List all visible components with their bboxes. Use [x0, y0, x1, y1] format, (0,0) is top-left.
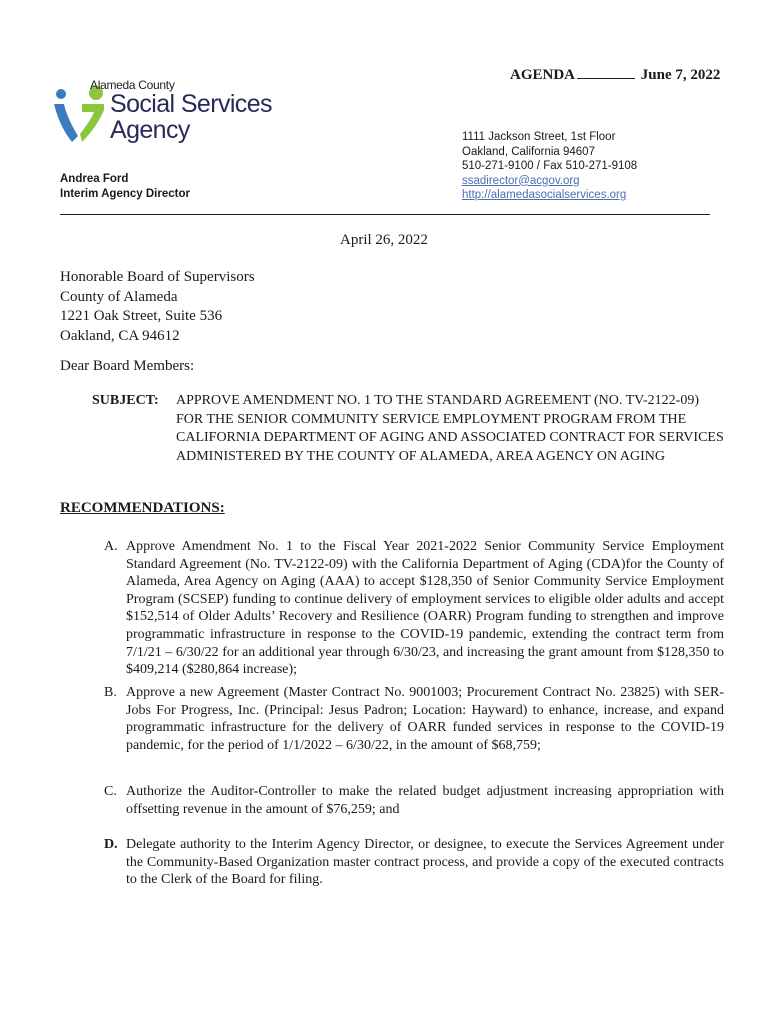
subject-text: APPROVE AMENDMENT NO. 1 TO THE STANDARD AGREEMENT (NO. TV-2122-09) FOR THE SENIOR COMMUNITY SERVICE EMPLOYMENT PROGRAM FROM THE CALIFORNIA DEPARTMENT OF AGING AND ASSOCIATED CONTRACT FOR SERVICES ADMINISTERED BY THE COUNTY OF ALAMEDA, AREA AGENCY ON AGING: [176, 393, 724, 464]
recommendation-text: Approve Amendment No. 1 to the Fiscal Year 2021-2022 Senior Community Service Employment Standard Agreement (No. TV-2122-09) with the California Department of Aging (CDA)for the County of Alameda, Area Agency on Aging (AAA) to accept $128,350 of Senior Community Service Employment Program (SCSEP) funding to continue delivery of employment services to eligible older adults and accept $152,514 of Older Adults’ Recovery and Resilience (OARR) Program funding to strengthen and improve programmatic infrastructure in response to the COVID-19 pandemic, extending the contract term from 7/1/21 – 6/30/22 for an additional year through 6/30/23, and increasing the grant amount from $128,350 to $409,214 ($280,864 increase);: [126, 539, 724, 678]
recommendation-letter: A.: [104, 539, 118, 554]
logo-county: Alameda County: [90, 78, 175, 92]
email-link[interactable]: ssadirector@acgov.org: [462, 174, 580, 187]
recommendation-letter: C.: [104, 784, 117, 799]
inside-address-line: 1221 Oak Street, Suite 536: [60, 308, 223, 324]
recommendation-item: [104, 783, 724, 818]
recommendation-item: [104, 836, 724, 889]
agency-logo-icon: [52, 84, 108, 144]
director-title: Interim Agency Director: [60, 188, 190, 200]
recommendation-text: Delegate authority to the Interim Agency Director, or designee, to execute the Services Agreement under the Community-Based Organization master contract process, and provide a copy of the executed contracts to the Clerk of the Board for filing.: [126, 837, 724, 888]
director-block: [60, 172, 190, 202]
inside-address-line: County of Alameda: [60, 288, 178, 305]
logo-line2: Agency: [110, 116, 190, 144]
agenda-date: June 7, 2022: [640, 67, 721, 83]
website-link[interactable]: http://alamedasocialservices.org: [462, 189, 627, 201]
agenda-blank: [577, 66, 635, 79]
letter-date: April 26, 2022: [340, 232, 428, 248]
agency-address: [462, 130, 637, 203]
inside-address-line: Oakland, CA 94612: [60, 327, 180, 344]
director-name: Andrea Ford: [60, 173, 129, 185]
recommendation-item: [104, 684, 724, 754]
recommendation-text: Authorize the Auditor-Controller to make the related budget adjustment increasing appropriation with offsetting revenue in the amount of $76,259; and: [126, 784, 724, 817]
subject-label: SUBJECT:: [92, 393, 159, 408]
address-street: 1111 Jackson Street, 1st Floor: [462, 131, 616, 143]
salutation: Dear Board Members:: [60, 358, 195, 374]
logo-line1: Social Services: [110, 90, 272, 118]
subject-block: [92, 392, 732, 466]
address-city: Oakland, California 94607: [462, 145, 595, 158]
agenda-label: AGENDA: [510, 67, 576, 83]
address-phone: 510-271-9100 / Fax 510-271-9108: [462, 160, 638, 172]
recommendation-letter: B.: [104, 685, 117, 700]
recommendation-item: [104, 538, 724, 679]
agenda-line: [510, 66, 720, 84]
recommendation-text: Approve a new Agreement (Master Contract No. 9001003; Procurement Contract No. 23825) with SER-Jobs For Progress, Inc. (Principal: Jesus Padron; Location: Hayward) to enhance, increase, and expand programmatic infrastructure for the delivery of OARR funded services in response to the COVID-19 pandemic, for the period of 1/1/2022 – 6/30/22, in the amount of $68,759;: [126, 685, 724, 753]
recommendations-heading: RECOMMENDATIONS:: [60, 500, 225, 516]
recommendation-letter: D.: [104, 837, 118, 852]
header-divider: [60, 214, 710, 215]
inside-address-line: Honorable Board of Supervisors: [60, 269, 255, 285]
agency-logo: [52, 78, 312, 148]
inside-address: [60, 268, 255, 346]
